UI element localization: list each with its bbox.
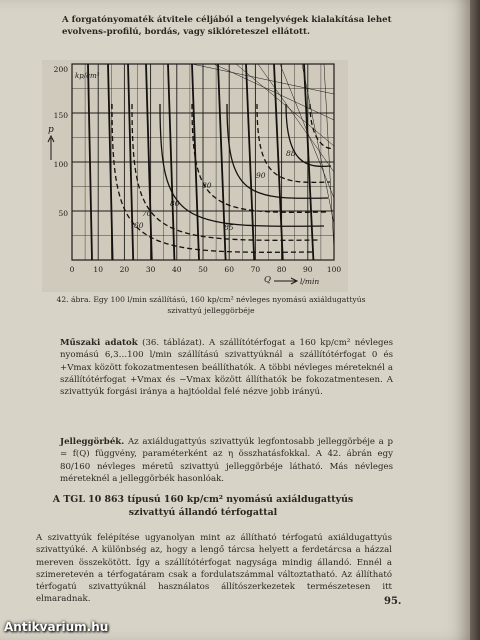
y-tick-label: 150	[53, 111, 68, 120]
watermark-logo: Antikvarium.hu	[4, 620, 109, 634]
text-characteristics: Az axiáldugattyús szivattyúk legfontosabb jelleggörbéje a p = f(Q) függvény, paraméterként az η összhatásfokkal. A 42. ábrán egy 80/160 névleges méretű szivattyú jelleggörbéje látható. Más névleges méreteknél a jelleggörbék hasonlóak.	[60, 437, 393, 484]
y-axis-letter: p	[48, 125, 54, 135]
x-tick-label: 50	[198, 265, 208, 274]
page-number: 95.	[384, 596, 402, 607]
curve-label: 85	[224, 223, 234, 232]
y-axis-unit: kp/cm²	[75, 72, 100, 80]
y-tick-label: 100	[53, 160, 68, 169]
x-tick-label: 10	[93, 265, 103, 274]
x-tick-label: 30	[145, 265, 156, 274]
text-technical-data: (36. táblázat). A szállítótérfogat a 160 kp/cm² névleges nyomású 6,3…100 l/min szállítású szivattyúknál a szállítótérfogat 0 és +Vmax között fokozatmentesen beállíthatók. A többi névleges méreteknél a szállítótérfogat +Vmax és −Vmax között állíthatók be fokozatmentesen. A szivattyúk forgási iránya a hajtóoldal felé nézve jobb irányú.	[60, 338, 394, 398]
book-gutter	[470, 0, 480, 640]
x-tick-label: 80	[276, 265, 287, 274]
x-tick-label: 100	[326, 265, 342, 274]
curve-label: 80	[202, 181, 212, 190]
curve-label: 60	[134, 221, 144, 230]
section-heading: A TGL 10 863 típusú 160 kp/cm² nyomású axiáldugattyús szivattyú állandó térfogattal	[52, 494, 354, 518]
y-tick-label: 50	[58, 209, 68, 218]
lead-characteristics: Jelleggörbék.	[60, 437, 125, 447]
x-axis-letter: Q	[264, 275, 271, 285]
paragraph-characteristics	[60, 436, 393, 485]
x-tick-label: 20	[119, 265, 130, 274]
x-tick-label: 70	[250, 265, 261, 274]
paragraph-constant-volume: A szivattyúk felépítése ugyanolyan mint az állítható térfogatú axiáldugattyús szivattyúké. A különbség az, hogy a lengő tárcsa helyett a ferdetárcsa a házzal mereven összekötött. Így a szállítótérfogat nagysága mindig állandó. Ennél a szimeretevén a térfogatáram csak a fordulatszámmal változtatható. Az állítható térfogatú szivattyúknál használatos állítószerkezetek természetesen itt elmaradnak.	[36, 533, 392, 605]
paragraph-technical-data	[60, 337, 393, 398]
x-tick-label: 60	[224, 265, 234, 274]
curve-label: 88	[286, 149, 296, 158]
x-tick-label: 0	[69, 265, 75, 274]
curve-label: 70	[142, 209, 152, 218]
y-tick-label: 200	[53, 65, 68, 74]
curve-label: 80	[170, 199, 180, 208]
x-axis-unit: l/min	[300, 277, 320, 286]
figure-caption: 42. ábra. Egy 100 l/min szállítású, 160 kp/cm² névleges nyomású axiáldugattyús szivattyú jelleggörbéje	[56, 295, 366, 315]
lead-technical-data: Műszaki adatok	[60, 338, 138, 348]
curve-label: 90	[256, 171, 266, 180]
x-tick-label: 40	[172, 265, 182, 274]
x-tick-label: 90	[303, 265, 313, 274]
characteristic-chart	[42, 60, 348, 292]
intro-paragraph: A forgatónyomaték átvitele céljából a tengelyvégek kialakítása lehet evolvens-profilú, bordás, vagy siklóreteszel ellátott.	[62, 15, 392, 38]
